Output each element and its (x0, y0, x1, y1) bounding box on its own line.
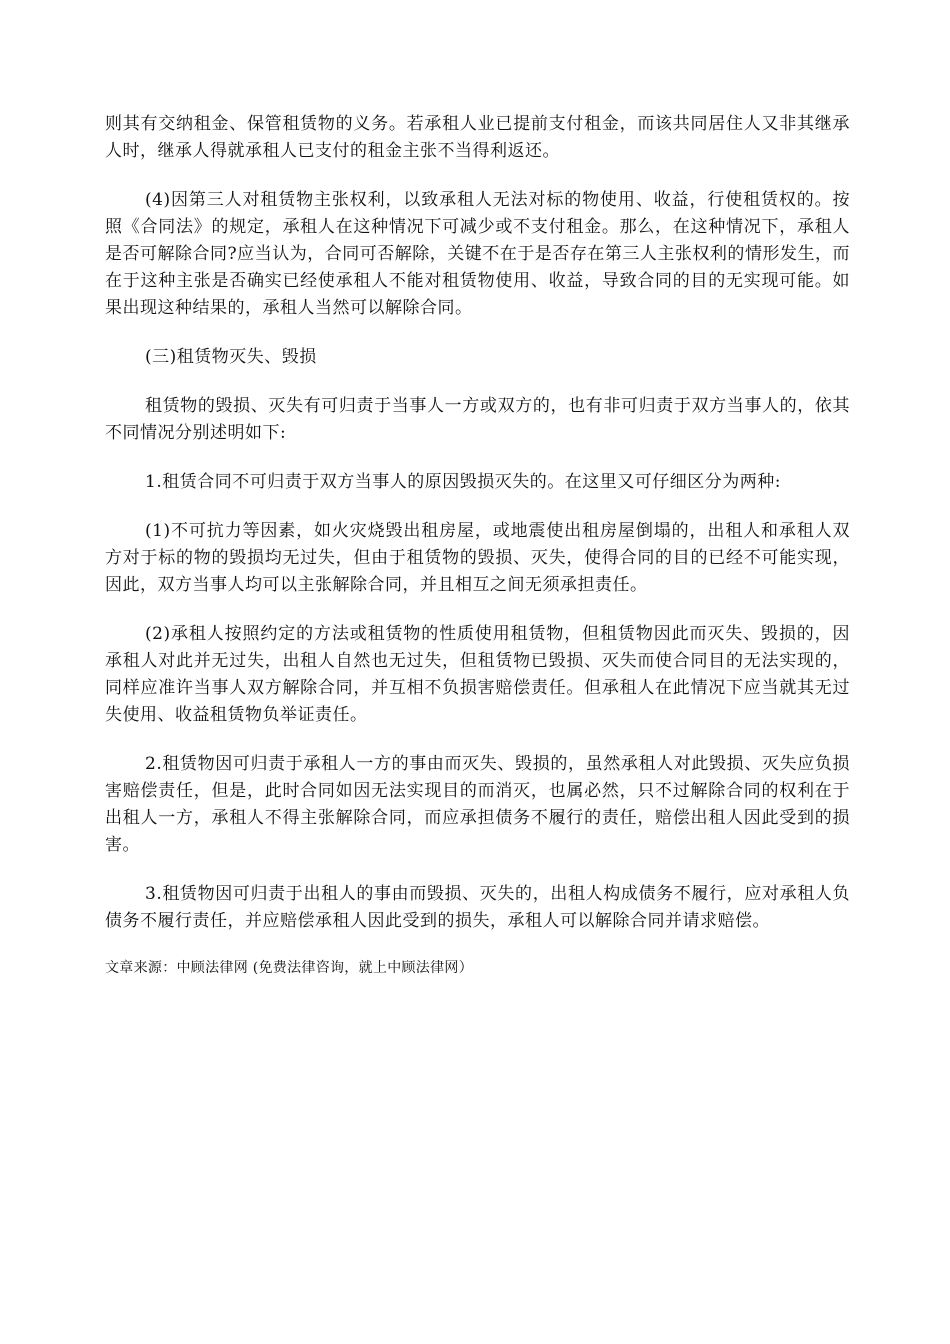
document-body (105, 111, 850, 979)
paragraph-intro-loss-damage: 租赁物的毁损、灭失有可归责于当事人一方或双方的，也有非可归责于双方当事人的，依其不同情况分别述明如下: (105, 396, 850, 443)
paragraph-subitem-1: (1)不可抗力等因素，如火灾烧毁出租房屋，或地震使出租房屋倒塌的，出租人和承租人双方对于标的物的毁损均无过失，但由于租赁物的毁损、灭失，使得合同的目的已经不可能实现，因此，双方当事人均可以主张解除合同，并且相互之间无须承担责任。 (105, 521, 850, 595)
paragraph-item-3: 3.租赁物因可归责于出租人的事由而毁损、灭失的，出租人构成债务不履行，应对承租人负债务不履行责任，并应赔偿承租人因此受到的损失，承租人可以解除合同并请求赔偿。 (105, 884, 850, 931)
article-source: 文章来源：中顾法律网 (免费法律咨询，就上中顾法律网） (105, 960, 474, 976)
paragraph-third-party-claim: (4)因第三人对租赁物主张权利，以致承租人无法对标的物使用、收益，行使租赁权的。按照《合同法》的规定，承租人在这种情况下可减少或不支付租金。那么，在这种情况下，承租人是否可解除合同?应当认为，合同可否解除，关键不在于是否存在第三人主张权利的情形发生，而在于这种主张是否确实已经使承租人不能对租赁物使用、收益，导致合同的目的无实现可能。如果出现这种结果的，承租人当然可以解除合同。 (105, 190, 850, 318)
paragraph-subitem-2: (2)承租人按照约定的方法或租赁物的性质使用租赁物，但租赁物因此而灭失、毁损的，因承租人对此并无过失，出租人自然也无过失，但租赁物已毁损、灭失而使合同目的无法实现的，同样应准许当事人双方解除合同，并互相不负损害赔偿责任。但承租人在此情况下应当就其无过失使用、收益租赁物负举证责任。 (105, 624, 850, 725)
paragraph-item-2: 2.租赁物因可归责于承租人一方的事由而灭失、毁损的，虽然承租人对此毁损、灭失应负损害赔偿责任，但是，此时合同如因无法实现目的而消灭，也属必然，只不过解除合同的权利在于出租人一方，承租人不得主张解除合同，而应承担债务不履行的责任，赔偿出租人因此受到的损害。 (105, 754, 850, 855)
paragraph-item-1: 1.租赁合同不可归责于双方当事人的原因毁损灭失的。在这里又可仔细区分为两种: (145, 472, 781, 492)
section-heading-loss-damage: (三)租赁物灭失、毁损 (145, 347, 317, 367)
paragraph-continuation: 则其有交纳租金、保管租赁物的义务。若承租人业已提前支付租金，而该共同居住人又非其继承人时，继承人得就承租人已支付的租金主张不当得利返还。 (105, 114, 850, 161)
